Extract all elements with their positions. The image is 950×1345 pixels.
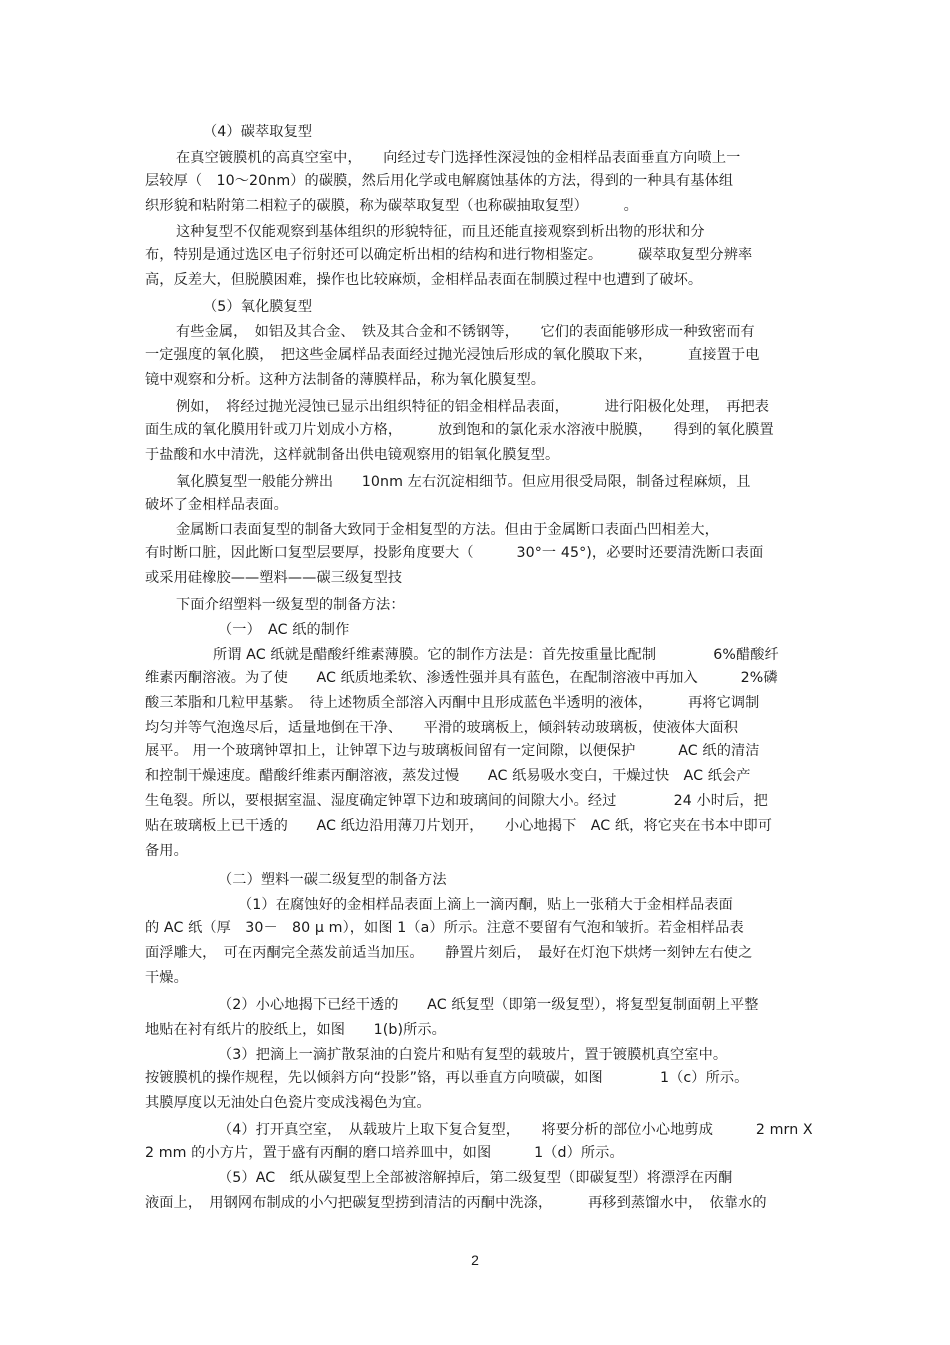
text-line: 镜中观察和分析。这种方法制备的薄膜样品，称为氧化膜复型。 (145, 372, 546, 388)
page-number: 2 (471, 1252, 479, 1268)
text-line: 的 AC 纸（厚 30－ 80 μ m），如图 1（a）所示。注意不要留有气泡和皱折。若金相样品表 (145, 920, 744, 936)
text-line: （4）碳萃取复型 (203, 124, 313, 140)
text-line: 于盐酸和水中清洗，这样就制备出供电镜观察用的铝氧化膜复型。 (145, 447, 560, 463)
text-line: 按镀膜机的操作规程，先以倾斜方向“投影”铬，再以垂直方向喷碳，如图 1（c）所示。 (145, 1070, 749, 1086)
text-line: 面生成的氧化膜用针或刀片划成小方格， 放到饱和的氯化汞水溶液中脱膜， 得到的氧化膜置 (145, 422, 774, 438)
text-line: 地贴在衬有纸片的胶纸上，如图 1(b)所示。 (145, 1022, 446, 1038)
text-line: 酸三苯脂和几粒甲基紫。 待上述物质全部溶入丙酮中且形成蓝色半透明的液体， 再将它调制 (145, 695, 760, 711)
text-line: 下面介绍塑料一级复型的制备方法： (176, 597, 405, 613)
text-line: 有些金属， 如铝及其合金、 铁及其合金和不锈钢等， 它们的表面能够形成一种致密而有 (176, 324, 755, 340)
text-line: 干燥。 (145, 970, 188, 986)
text-line: （3）把滴上一滴扩散泵油的白瓷片和贴有复型的载玻片，置于镀膜机真空室中。 (218, 1047, 728, 1063)
text-line: （5）氧化膜复型 (203, 299, 313, 315)
text-line: 面浮雕大， 可在丙酮完全蒸发前适当加压。 静置片刻后， 最好在灯泡下烘烤一刻钟左右使之 (145, 945, 753, 961)
text-line: （2）小心地揭下已经干透的 AC 纸复型（即第一级复型），将复型复制面朝上平整 (218, 997, 759, 1013)
text-line: 和控制干燥速度。醋酸纤维素丙酮溶液，蒸发过慢 AC 纸易吸水变白，干燥过快 AC 纸会产 (145, 768, 751, 784)
text-line: （4）打开真空室， 从载玻片上取下复合复型， 将要分析的部位小心地剪成 2 mrn X (218, 1122, 813, 1138)
text-line: （1）在腐蚀好的金相样品表面上滴上一滴丙酮，贴上一张稍大于金相样品表面 (238, 897, 733, 913)
text-line: （5）AC 纸从碳复型上全部被溶解掉后，第二级复型（即碳复型）将漂浮在丙酮 (218, 1170, 733, 1186)
text-line: 这种复型不仅能观察到基体组织的形貌特征，而且还能直接观察到析出物的形状和分 (176, 224, 705, 240)
text-line: 织形貌和粘附第二相粒子的碳膜，称为碳萃取复型（也称碳抽取复型） 。 (145, 198, 638, 214)
text-line: （二）塑料一碳二级复型的制备方法 (218, 872, 447, 888)
text-line: 液面上， 用钢网布制成的小勺把碳复型捞到清洁的丙酮中洗涤， 再移到蒸馏水中， 依靠水的 (145, 1195, 767, 1211)
text-line: 生龟裂。所以，要根据室温、湿度确定钟罩下边和玻璃间的间隙大小。经过 24 小时后，把 (145, 793, 768, 809)
text-line: 展平。 用一个玻璃钟罩扣上，让钟罩下边与玻璃板间留有一定间隙，以便保护 AC 纸的清洁 (145, 743, 760, 759)
text-line: 所谓 AC 纸就是醋酸纤维素薄膜。它的制作方法是：首先按重量比配制 6%醋酸纤 (213, 647, 779, 663)
text-line: 有时断口脏，因此断口复型层要厚，投影角度要大（ 30°一 45°)，必要时还要清洗断口表面 (145, 545, 764, 561)
text-line: 其膜厚度以无油处白色瓷片变成浅褐色为宜。 (145, 1095, 431, 1111)
text-line: 例如， 将经过抛光浸蚀已显示出组织特征的铝金相样品表面， 进行阳极化处理， 再把表 (176, 399, 770, 415)
text-line: 金属断口表面复型的制备大致同于金相复型的方法。但由于金属断口表面凸凹相差大， (176, 522, 719, 538)
text-line: 在真空镀膜机的高真空室中， 向经过专门选择性深浸蚀的金相样品表面垂直方向喷上一 (176, 150, 741, 166)
text-line: 备用。 (145, 843, 188, 859)
text-line: 贴在玻璃板上已干透的 AC 纸边沿用薄刀片划开， 小心地揭下 AC 纸，将它夹在书本中即可 (145, 818, 773, 834)
text-line: 维素丙酮溶液。为了使 AC 纸质地柔软、渗透性强并具有蓝色，在配制溶液中再加入 2%磷 (145, 670, 778, 686)
text-line: 或采用硅橡胶——塑料——碳三级复型技 (145, 570, 403, 586)
text-line: （一） AC 纸的制作 (218, 622, 350, 638)
text-line: 层较厚（ 10～20nm）的碳膜，然后用化学或电解腐蚀基体的方法，得到的一种具有基体组 (145, 173, 734, 189)
text-line: 一定强度的氧化膜， 把这些金属样品表面经过抛光浸蚀后形成的氧化膜取下来， 直接置于电 (145, 347, 760, 363)
text-line: 破坏了金相样品表面。 (145, 497, 288, 513)
text-line: 氧化膜复型一般能分辨出 10nm 左右沉淀相细节。但应用很受局限，制备过程麻烦，且 (176, 474, 751, 490)
text-line: 布，特别是通过选区电子衍射还可以确定析出相的结构和进行物相鉴定。 碳萃取复型分辨率 (145, 247, 753, 263)
text-line: 均匀并等气泡逸尽后，适量地倒在干净、 平滑的玻璃板上，倾斜转动玻璃板，使液体大面积 (145, 720, 738, 736)
text-line: 2 mm 的小方片，置于盛有丙酮的磨口培养皿中，如图 1（d）所示。 (145, 1145, 624, 1161)
text-line: 高，反差大，但脱膜困难，操作也比较麻烦，金相样品表面在制膜过程中也遭到了破坏。 (145, 272, 703, 288)
